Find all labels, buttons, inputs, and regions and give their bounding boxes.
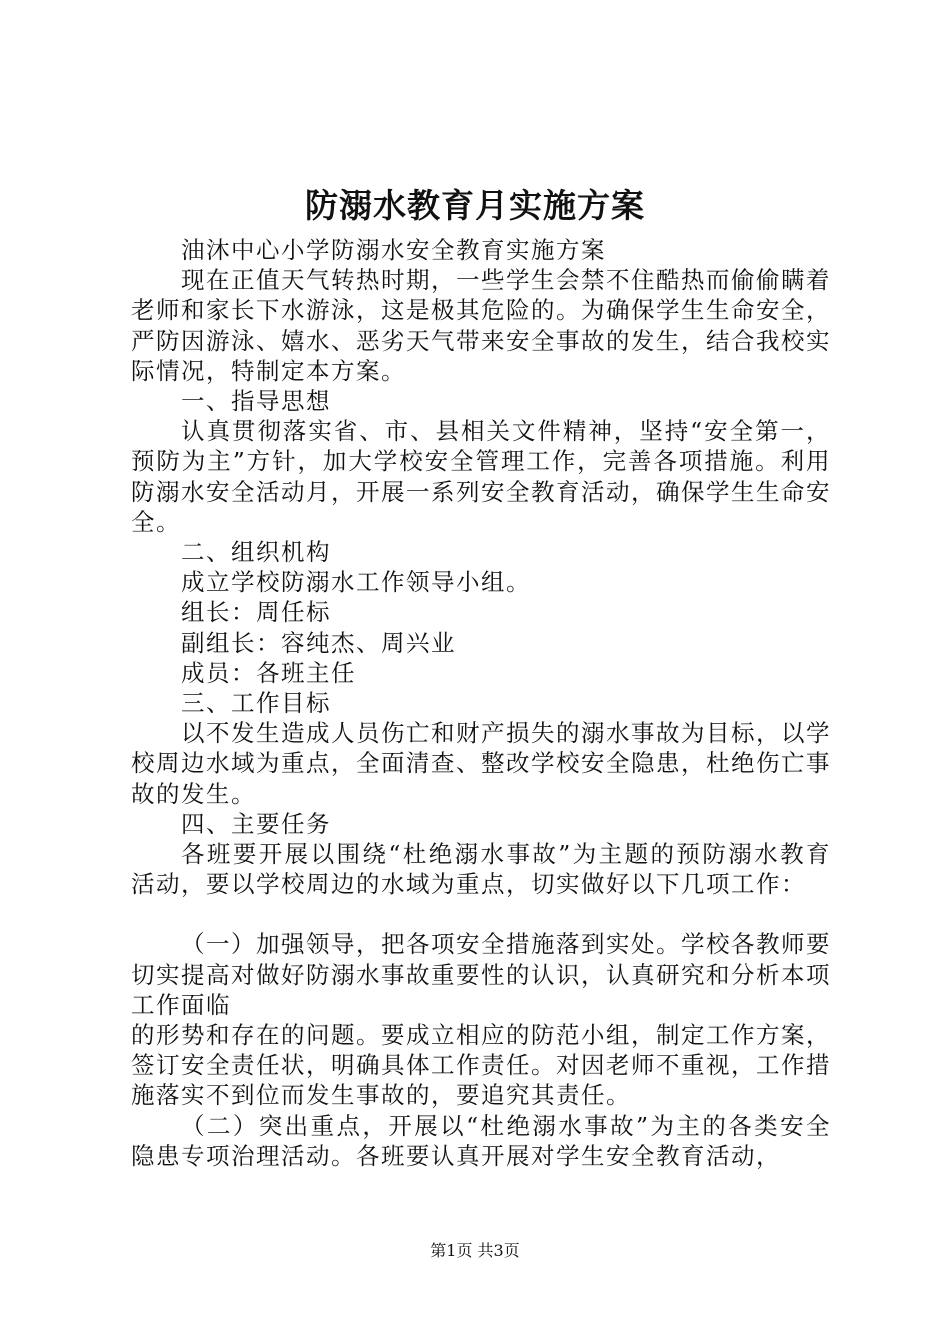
paragraph-guiding-thought: 认真贯彻落实省、市、县相关文件精神，坚持“安全第一，预防为主”方针，加大学校安全管理工作，完善各项措施。利用防溺水安全活动月，开展一系列安全教育活动，确保学生生命安全。 [131, 417, 831, 536]
heading-guiding-thought: 一、指导思想 [181, 387, 331, 416]
document-body [131, 235, 831, 1171]
heading-work-goals: 三、工作目标 [181, 689, 331, 718]
paragraph-task-one: （一）加强领导，把各项安全措施落到实处。学校各教师要切实提高对做好防溺水事故重要性的认识，认真研究和分析本项工作面临 [131, 930, 831, 1019]
paragraph-deputy-leaders: 副组长：容纯杰、周兴业 [181, 628, 456, 657]
paragraph-main-tasks: 各班要开展以围绕“杜绝溺水事故”为主题的预防溺水教育活动，要以学校周边的水域为重点，切实做好以下几项工作： [131, 840, 831, 899]
heading-main-tasks: 四、主要任务 [181, 809, 331, 838]
heading-organization: 二、组织机构 [181, 538, 331, 567]
paragraph-task-two: （二）突出重点，开展以“杜绝溺水事故”为主的各类安全隐患专项治理活动。各班要认真开展对学生安全教育活动， [131, 1111, 831, 1170]
paragraph-intro: 现在正值天气转热时期，一些学生会禁不住酷热而偷偷瞒着老师和家长下水游泳，这是极其危险的。为确保学生生命安全，严防因游泳、嬉水、恶劣天气带来安全事故的发生，结合我校实际情况，特制定本方案。 [131, 266, 831, 385]
paragraph-work-goals: 以不发生造成人员伤亡和财产损失的溺水事故为目标，以学校周边水域为重点，全面清查、整改学校安全隐患，杜绝伤亡事故的发生。 [131, 719, 831, 808]
paragraph-school-plan-title: 油沐中心小学防溺水安全教育实施方案 [181, 236, 606, 264]
page-number-footer: 第1页 共3页 [430, 1241, 520, 1260]
document-title: 防溺水教育月实施方案 [305, 186, 645, 225]
paragraph-members: 成员：各班主任 [181, 658, 356, 687]
paragraph-leading-group: 成立学校防溺水工作领导小组。 [181, 568, 531, 597]
blank-line [131, 899, 831, 929]
paragraph-task-one-continued: 的形势和存在的问题。要成立相应的防范小组，制定工作方案，签订安全责任状，明确具体工作责任。对因老师不重视，工作措施落实不到位而发生事故的，要追究其责任。 [131, 1021, 831, 1110]
paragraph-group-leader: 组长：周任标 [181, 598, 331, 627]
